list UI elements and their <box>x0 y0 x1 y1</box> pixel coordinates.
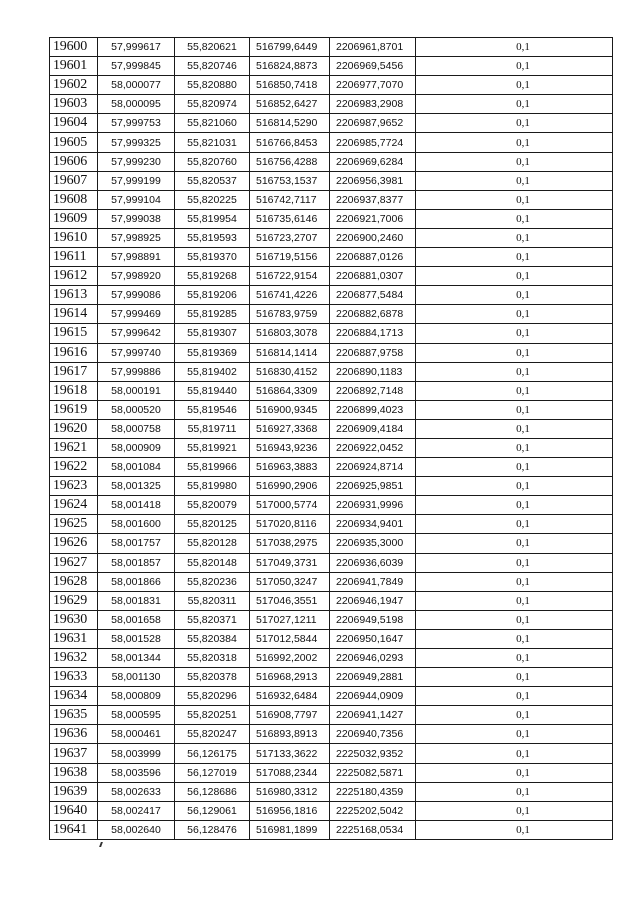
accuracy-cell: 0,1 <box>416 305 613 324</box>
table-row <box>50 477 613 496</box>
y-coordinate-cell: 2206890,1183 <box>330 362 416 381</box>
table-row <box>50 400 613 419</box>
longitude-cell: 55,820746 <box>175 57 250 76</box>
y-coordinate-cell: 2206887,0126 <box>330 248 416 267</box>
x-coordinate-cell: 516992,2002 <box>250 649 330 668</box>
latitude-cell: 58,000909 <box>98 438 175 457</box>
longitude-cell: 55,820247 <box>175 725 250 744</box>
accuracy-cell: 0,1 <box>416 133 613 152</box>
point-number-cell: 19640 <box>50 801 98 820</box>
table-row <box>50 782 613 801</box>
latitude-cell: 58,001130 <box>98 668 175 687</box>
longitude-cell: 56,126175 <box>175 744 250 763</box>
longitude-cell: 55,820378 <box>175 668 250 687</box>
accuracy-cell: 0,1 <box>416 458 613 477</box>
table-row <box>50 820 613 839</box>
table-row <box>50 725 613 744</box>
point-number-cell: 19625 <box>50 515 98 534</box>
table-row <box>50 57 613 76</box>
accuracy-cell: 0,1 <box>416 152 613 171</box>
longitude-cell: 55,820125 <box>175 515 250 534</box>
longitude-cell: 55,819921 <box>175 438 250 457</box>
longitude-cell: 55,820079 <box>175 496 250 515</box>
x-coordinate-cell: 517046,3551 <box>250 591 330 610</box>
accuracy-cell: 0,1 <box>416 515 613 534</box>
longitude-cell: 56,127019 <box>175 763 250 782</box>
accuracy-cell: 0,1 <box>416 171 613 190</box>
accuracy-cell: 0,1 <box>416 725 613 744</box>
point-number-cell: 19623 <box>50 477 98 496</box>
y-coordinate-cell: 2206892,7148 <box>330 381 416 400</box>
y-coordinate-cell: 2206969,5456 <box>330 57 416 76</box>
point-number-cell: 19626 <box>50 534 98 553</box>
longitude-cell: 55,819954 <box>175 209 250 228</box>
table-row <box>50 458 613 477</box>
longitude-cell: 56,128476 <box>175 820 250 839</box>
table-row <box>50 343 613 362</box>
latitude-cell: 58,001528 <box>98 629 175 648</box>
x-coordinate-cell: 516990,2906 <box>250 477 330 496</box>
accuracy-cell: 0,1 <box>416 687 613 706</box>
accuracy-cell: 0,1 <box>416 343 613 362</box>
x-coordinate-cell: 516830,4152 <box>250 362 330 381</box>
x-coordinate-cell: 517012,5844 <box>250 629 330 648</box>
x-coordinate-cell: 516799,6449 <box>250 38 330 57</box>
point-number-cell: 19617 <box>50 362 98 381</box>
x-coordinate-cell: 516741,4226 <box>250 286 330 305</box>
accuracy-cell: 0,1 <box>416 477 613 496</box>
accuracy-cell: 0,1 <box>416 381 613 400</box>
accuracy-cell: 0,1 <box>416 629 613 648</box>
table-row <box>50 95 613 114</box>
accuracy-cell: 0,1 <box>416 649 613 668</box>
point-number-cell: 19616 <box>50 343 98 362</box>
latitude-cell: 57,998925 <box>98 228 175 247</box>
latitude-cell: 58,000461 <box>98 725 175 744</box>
table-row <box>50 362 613 381</box>
y-coordinate-cell: 2206987,9652 <box>330 114 416 133</box>
longitude-cell: 55,819285 <box>175 305 250 324</box>
longitude-cell: 55,820880 <box>175 76 250 95</box>
table-row <box>50 553 613 572</box>
x-coordinate-cell: 516980,3312 <box>250 782 330 801</box>
point-number-cell: 19622 <box>50 458 98 477</box>
latitude-cell: 58,001757 <box>98 534 175 553</box>
longitude-cell: 55,819268 <box>175 267 250 286</box>
x-coordinate-cell: 516932,6484 <box>250 687 330 706</box>
x-coordinate-cell: 516756,4288 <box>250 152 330 171</box>
x-coordinate-cell: 516850,7418 <box>250 76 330 95</box>
point-number-cell: 19632 <box>50 649 98 668</box>
point-number-cell: 19600 <box>50 38 98 57</box>
accuracy-cell: 0,1 <box>416 190 613 209</box>
table-row <box>50 152 613 171</box>
y-coordinate-cell: 2206946,0293 <box>330 649 416 668</box>
latitude-cell: 58,000809 <box>98 687 175 706</box>
x-coordinate-cell: 516981,1899 <box>250 820 330 839</box>
point-number-cell: 19637 <box>50 744 98 763</box>
accuracy-cell: 0,1 <box>416 782 613 801</box>
table-row <box>50 801 613 820</box>
table-row <box>50 171 613 190</box>
accuracy-cell: 0,1 <box>416 400 613 419</box>
accuracy-cell: 0,1 <box>416 801 613 820</box>
longitude-cell: 55,819307 <box>175 324 250 343</box>
latitude-cell: 58,001857 <box>98 553 175 572</box>
table-row <box>50 572 613 591</box>
point-number-cell: 19624 <box>50 496 98 515</box>
y-coordinate-cell: 2206949,5198 <box>330 610 416 629</box>
longitude-cell: 55,819206 <box>175 286 250 305</box>
y-coordinate-cell: 2206935,3000 <box>330 534 416 553</box>
point-number-cell: 19611 <box>50 248 98 267</box>
longitude-cell: 55,819546 <box>175 400 250 419</box>
x-coordinate-cell: 516852,6427 <box>250 95 330 114</box>
latitude-cell: 58,002640 <box>98 820 175 839</box>
y-coordinate-cell: 2206983,2908 <box>330 95 416 114</box>
accuracy-cell: 0,1 <box>416 820 613 839</box>
x-coordinate-cell: 516864,3309 <box>250 381 330 400</box>
y-coordinate-cell: 2206922,0452 <box>330 438 416 457</box>
longitude-cell: 55,820621 <box>175 38 250 57</box>
table-row <box>50 687 613 706</box>
accuracy-cell: 0,1 <box>416 324 613 343</box>
longitude-cell: 55,821060 <box>175 114 250 133</box>
y-coordinate-cell: 2225168,0534 <box>330 820 416 839</box>
x-coordinate-cell: 516900,9345 <box>250 400 330 419</box>
y-coordinate-cell: 2206956,3981 <box>330 171 416 190</box>
x-coordinate-cell: 516814,5290 <box>250 114 330 133</box>
x-coordinate-cell: 516893,8913 <box>250 725 330 744</box>
latitude-cell: 57,998920 <box>98 267 175 286</box>
accuracy-cell: 0,1 <box>416 228 613 247</box>
y-coordinate-cell: 2206877,5484 <box>330 286 416 305</box>
latitude-cell: 57,999230 <box>98 152 175 171</box>
longitude-cell: 56,128686 <box>175 782 250 801</box>
longitude-cell: 55,821031 <box>175 133 250 152</box>
latitude-cell: 57,999753 <box>98 114 175 133</box>
longitude-cell: 55,819440 <box>175 381 250 400</box>
accuracy-cell: 0,1 <box>416 286 613 305</box>
longitude-cell: 55,819980 <box>175 477 250 496</box>
point-number-cell: 19604 <box>50 114 98 133</box>
point-number-cell: 19627 <box>50 553 98 572</box>
latitude-cell: 58,000595 <box>98 706 175 725</box>
y-coordinate-cell: 2206941,1427 <box>330 706 416 725</box>
table-row <box>50 76 613 95</box>
x-coordinate-cell: 517027,1211 <box>250 610 330 629</box>
point-number-cell: 19608 <box>50 190 98 209</box>
point-number-cell: 19609 <box>50 209 98 228</box>
longitude-cell: 55,820148 <box>175 553 250 572</box>
table-row <box>50 381 613 400</box>
table-row <box>50 534 613 553</box>
latitude-cell: 58,000095 <box>98 95 175 114</box>
accuracy-cell: 0,1 <box>416 248 613 267</box>
table-row <box>50 668 613 687</box>
x-coordinate-cell: 516963,3883 <box>250 458 330 477</box>
point-number-cell: 19621 <box>50 438 98 457</box>
y-coordinate-cell: 2206882,6878 <box>330 305 416 324</box>
y-coordinate-cell: 2206909,4184 <box>330 419 416 438</box>
longitude-cell: 55,820318 <box>175 649 250 668</box>
point-number-cell: 19638 <box>50 763 98 782</box>
coordinates-table-body <box>50 38 613 840</box>
y-coordinate-cell: 2206925,9851 <box>330 477 416 496</box>
accuracy-cell: 0,1 <box>416 553 613 572</box>
y-coordinate-cell: 2206950,1647 <box>330 629 416 648</box>
point-number-cell: 19633 <box>50 668 98 687</box>
x-coordinate-cell: 517049,3731 <box>250 553 330 572</box>
latitude-cell: 57,999325 <box>98 133 175 152</box>
point-number-cell: 19605 <box>50 133 98 152</box>
x-coordinate-cell: 516753,1537 <box>250 171 330 190</box>
accuracy-cell: 0,1 <box>416 95 613 114</box>
y-coordinate-cell: 2206946,1947 <box>330 591 416 610</box>
table-row <box>50 209 613 228</box>
latitude-cell: 58,000758 <box>98 419 175 438</box>
y-coordinate-cell: 2206900,2460 <box>330 228 416 247</box>
point-number-cell: 19631 <box>50 629 98 648</box>
latitude-cell: 57,999086 <box>98 286 175 305</box>
point-number-cell: 19630 <box>50 610 98 629</box>
table-row <box>50 515 613 534</box>
point-number-cell: 19619 <box>50 400 98 419</box>
point-number-cell: 19601 <box>50 57 98 76</box>
latitude-cell: 57,999038 <box>98 209 175 228</box>
latitude-cell: 58,000191 <box>98 381 175 400</box>
table-row <box>50 649 613 668</box>
point-number-cell: 19635 <box>50 706 98 725</box>
accuracy-cell: 0,1 <box>416 209 613 228</box>
point-number-cell: 19602 <box>50 76 98 95</box>
y-coordinate-cell: 2206899,4023 <box>330 400 416 419</box>
accuracy-cell: 0,1 <box>416 57 613 76</box>
latitude-cell: 58,001831 <box>98 591 175 610</box>
longitude-cell: 55,819370 <box>175 248 250 267</box>
x-coordinate-cell: 516723,2707 <box>250 228 330 247</box>
longitude-cell: 55,820311 <box>175 591 250 610</box>
longitude-cell: 55,819369 <box>175 343 250 362</box>
latitude-cell: 57,999469 <box>98 305 175 324</box>
table-row <box>50 763 613 782</box>
longitude-cell: 55,820296 <box>175 687 250 706</box>
latitude-cell: 58,001325 <box>98 477 175 496</box>
table-row <box>50 286 613 305</box>
x-coordinate-cell: 517000,5774 <box>250 496 330 515</box>
y-coordinate-cell: 2206985,7724 <box>330 133 416 152</box>
accuracy-cell: 0,1 <box>416 572 613 591</box>
y-coordinate-cell: 2206941,7849 <box>330 572 416 591</box>
point-number-cell: 19620 <box>50 419 98 438</box>
longitude-cell: 55,820128 <box>175 534 250 553</box>
y-coordinate-cell: 2206931,9996 <box>330 496 416 515</box>
accuracy-cell: 0,1 <box>416 744 613 763</box>
x-coordinate-cell: 516943,9236 <box>250 438 330 457</box>
y-coordinate-cell: 2206924,8714 <box>330 458 416 477</box>
table-row <box>50 324 613 343</box>
point-number-cell: 19641 <box>50 820 98 839</box>
y-coordinate-cell: 2225032,9352 <box>330 744 416 763</box>
longitude-cell: 55,820251 <box>175 706 250 725</box>
longitude-cell: 55,820384 <box>175 629 250 648</box>
accuracy-cell: 0,1 <box>416 419 613 438</box>
point-number-cell: 19629 <box>50 591 98 610</box>
accuracy-cell: 0,1 <box>416 267 613 286</box>
accuracy-cell: 0,1 <box>416 706 613 725</box>
latitude-cell: 57,999642 <box>98 324 175 343</box>
point-number-cell: 19618 <box>50 381 98 400</box>
latitude-cell: 58,001084 <box>98 458 175 477</box>
x-coordinate-cell: 516766,8453 <box>250 133 330 152</box>
x-coordinate-cell: 516908,7797 <box>250 706 330 725</box>
x-coordinate-cell: 516956,1816 <box>250 801 330 820</box>
y-coordinate-cell: 2206969,6284 <box>330 152 416 171</box>
y-coordinate-cell: 2206937,8377 <box>330 190 416 209</box>
y-coordinate-cell: 2225082,5871 <box>330 763 416 782</box>
table-row <box>50 496 613 515</box>
table-row <box>50 38 613 57</box>
longitude-cell: 56,129061 <box>175 801 250 820</box>
latitude-cell: 58,000520 <box>98 400 175 419</box>
longitude-cell: 55,819402 <box>175 362 250 381</box>
point-number-cell: 19612 <box>50 267 98 286</box>
longitude-cell: 55,820537 <box>175 171 250 190</box>
table-row <box>50 591 613 610</box>
point-number-cell: 19614 <box>50 305 98 324</box>
y-coordinate-cell: 2206881,0307 <box>330 267 416 286</box>
accuracy-cell: 0,1 <box>416 610 613 629</box>
y-coordinate-cell: 2206977,7070 <box>330 76 416 95</box>
x-coordinate-cell: 517133,3622 <box>250 744 330 763</box>
y-coordinate-cell: 2206961,8701 <box>330 38 416 57</box>
y-coordinate-cell: 2206936,6039 <box>330 553 416 572</box>
longitude-cell: 55,819711 <box>175 419 250 438</box>
latitude-cell: 58,001600 <box>98 515 175 534</box>
y-coordinate-cell: 2206940,7356 <box>330 725 416 744</box>
longitude-cell: 55,819593 <box>175 228 250 247</box>
latitude-cell: 58,001658 <box>98 610 175 629</box>
stray-mark <box>99 842 103 847</box>
accuracy-cell: 0,1 <box>416 114 613 133</box>
x-coordinate-cell: 516824,8873 <box>250 57 330 76</box>
point-number-cell: 19613 <box>50 286 98 305</box>
table-row <box>50 267 613 286</box>
accuracy-cell: 0,1 <box>416 763 613 782</box>
y-coordinate-cell: 2225180,4359 <box>330 782 416 801</box>
latitude-cell: 58,002417 <box>98 801 175 820</box>
longitude-cell: 55,820974 <box>175 95 250 114</box>
latitude-cell: 57,999740 <box>98 343 175 362</box>
x-coordinate-cell: 516735,6146 <box>250 209 330 228</box>
point-number-cell: 19606 <box>50 152 98 171</box>
x-coordinate-cell: 517050,3247 <box>250 572 330 591</box>
point-number-cell: 19607 <box>50 171 98 190</box>
latitude-cell: 58,002633 <box>98 782 175 801</box>
longitude-cell: 55,820236 <box>175 572 250 591</box>
latitude-cell: 57,999845 <box>98 57 175 76</box>
latitude-cell: 58,001866 <box>98 572 175 591</box>
table-row <box>50 248 613 267</box>
table-row <box>50 629 613 648</box>
y-coordinate-cell: 2206921,7006 <box>330 209 416 228</box>
latitude-cell: 58,003596 <box>98 763 175 782</box>
latitude-cell: 58,000077 <box>98 76 175 95</box>
accuracy-cell: 0,1 <box>416 38 613 57</box>
x-coordinate-cell: 517038,2975 <box>250 534 330 553</box>
point-number-cell: 19628 <box>50 572 98 591</box>
accuracy-cell: 0,1 <box>416 591 613 610</box>
x-coordinate-cell: 516742,7117 <box>250 190 330 209</box>
table-row <box>50 419 613 438</box>
y-coordinate-cell: 2206884,1713 <box>330 324 416 343</box>
point-number-cell: 19634 <box>50 687 98 706</box>
table-row <box>50 190 613 209</box>
table-row <box>50 706 613 725</box>
y-coordinate-cell: 2206944,0909 <box>330 687 416 706</box>
latitude-cell: 58,001344 <box>98 649 175 668</box>
table-row <box>50 114 613 133</box>
latitude-cell: 57,999617 <box>98 38 175 57</box>
coordinates-table <box>49 37 613 840</box>
latitude-cell: 57,999886 <box>98 362 175 381</box>
latitude-cell: 58,001418 <box>98 496 175 515</box>
table-row <box>50 744 613 763</box>
latitude-cell: 57,999104 <box>98 190 175 209</box>
longitude-cell: 55,820371 <box>175 610 250 629</box>
longitude-cell: 55,820760 <box>175 152 250 171</box>
accuracy-cell: 0,1 <box>416 76 613 95</box>
x-coordinate-cell: 516719,5156 <box>250 248 330 267</box>
x-coordinate-cell: 516722,9154 <box>250 267 330 286</box>
coordinates-sheet <box>49 37 613 840</box>
table-row <box>50 133 613 152</box>
table-row <box>50 305 613 324</box>
accuracy-cell: 0,1 <box>416 362 613 381</box>
point-number-cell: 19636 <box>50 725 98 744</box>
y-coordinate-cell: 2206934,9401 <box>330 515 416 534</box>
accuracy-cell: 0,1 <box>416 438 613 457</box>
accuracy-cell: 0,1 <box>416 534 613 553</box>
x-coordinate-cell: 516927,3368 <box>250 419 330 438</box>
point-number-cell: 19603 <box>50 95 98 114</box>
point-number-cell: 19639 <box>50 782 98 801</box>
x-coordinate-cell: 516803,3078 <box>250 324 330 343</box>
latitude-cell: 57,998891 <box>98 248 175 267</box>
y-coordinate-cell: 2206887,9758 <box>330 343 416 362</box>
table-row <box>50 438 613 457</box>
x-coordinate-cell: 517088,2344 <box>250 763 330 782</box>
point-number-cell: 19615 <box>50 324 98 343</box>
latitude-cell: 57,999199 <box>98 171 175 190</box>
accuracy-cell: 0,1 <box>416 668 613 687</box>
latitude-cell: 58,003999 <box>98 744 175 763</box>
longitude-cell: 55,819966 <box>175 458 250 477</box>
x-coordinate-cell: 516968,2913 <box>250 668 330 687</box>
longitude-cell: 55,820225 <box>175 190 250 209</box>
x-coordinate-cell: 516814,1414 <box>250 343 330 362</box>
accuracy-cell: 0,1 <box>416 496 613 515</box>
table-row <box>50 610 613 629</box>
table-row <box>50 228 613 247</box>
point-number-cell: 19610 <box>50 228 98 247</box>
y-coordinate-cell: 2206949,2881 <box>330 668 416 687</box>
x-coordinate-cell: 517020,8116 <box>250 515 330 534</box>
x-coordinate-cell: 516783,9759 <box>250 305 330 324</box>
y-coordinate-cell: 2225202,5042 <box>330 801 416 820</box>
